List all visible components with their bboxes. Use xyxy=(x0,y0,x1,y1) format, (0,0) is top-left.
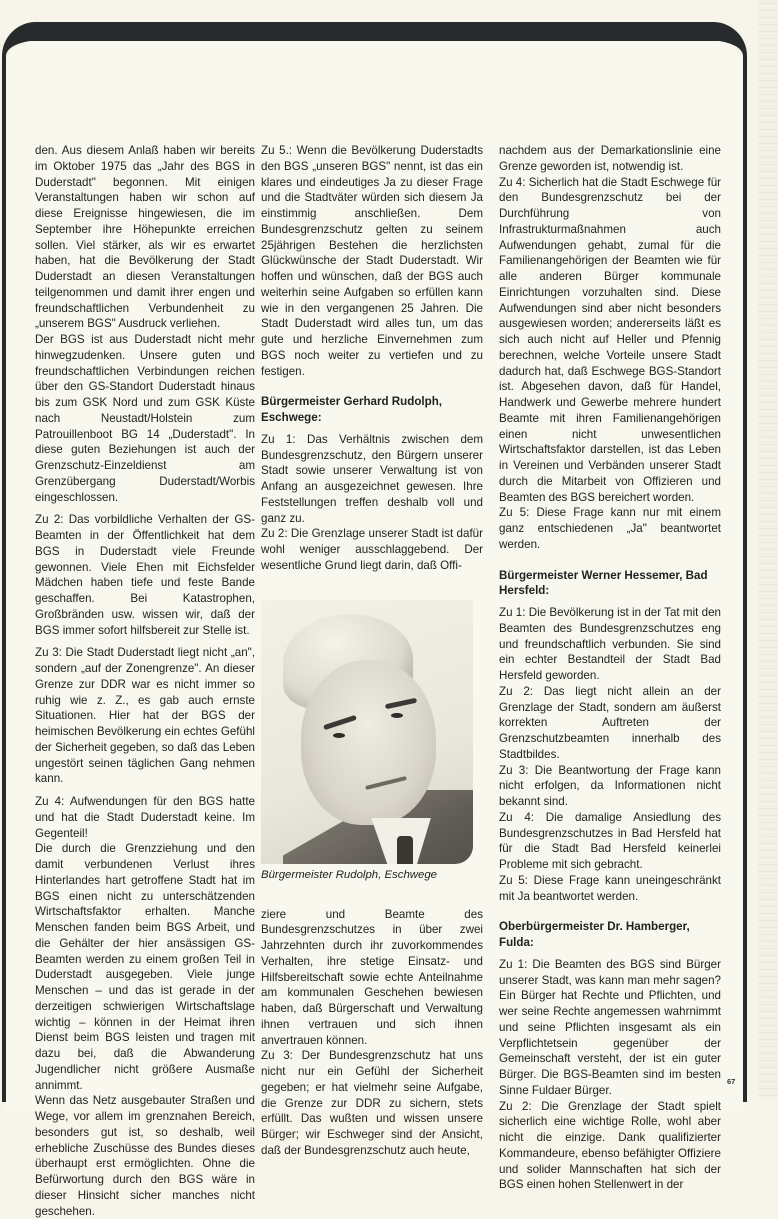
paragraph: Zu 4: Die damalige Ansiedlung des Bundesgrenzschutzes in Bad Hersfeld hat für die Stadt Bad Hersfeld keinerlei Probleme mit sich gebracht. xyxy=(499,810,721,871)
photo-caption: Bürgermeister Rudolph, Eschwege xyxy=(261,868,438,881)
paragraph: Zu 2: Das vorbildliche Verhalten der GS-Beamten in der Öffentlichkeit hat dem BGS in Duderstadt viele Freunde gewonnen. Viele Ehen mit Eichsfelder Mädchen haben tiefe und feste Bande geschaffen. Bei Katastrophen, Großbränden usw. wissen wir, daß der BGS immer sofort hilfsbereit zur Stelle ist. xyxy=(35,513,255,637)
page-number: 67 xyxy=(727,1077,736,1086)
paragraph: Zu 3: Die Beantwortung der Frage kann nicht erfolgen, da Informationen nicht bekannt sind. xyxy=(499,763,721,808)
paragraph: Zu 4: Aufwendungen für den BGS hatte und hat die Stadt Duderstadt keine. Im Gegenteil! xyxy=(35,795,255,840)
paragraph: Zu 2: Die Grenzlage der Stadt spielt sicherlich eine wichtige Rolle, wohl aber nicht die einzige. Dank qualifizierter Kommandeure, ebenso befähigter Offiziere und solider Mannschaften hat sich der BGS einen hohen Stellenwert in der xyxy=(499,1099,721,1192)
section-heading-rudolph: Bürgermeister Gerhard Rudolph, Eschwege: xyxy=(261,395,443,424)
paragraph: Der BGS ist aus Duderstadt nicht mehr hinwegzudenken. Unsere guten und freundschaftlichen Verbindungen reichen über den GS-Standort Duderstadt hinaus bis zum GSK Nord und zum GSK Küste nach Neustadt/Holstein zum Patrouillenboot BG 14 „Duderstadt". In diese guten Beziehungen ist auch der Grenzschutz-Einzeldienst am Grenzübergang Duderstadt/Worbis eingeschlossen. xyxy=(35,333,255,504)
paragraph: Zu 4: Sicherlich hat die Stadt Eschwege für den Bundesgrenzschutz bei der Durchführung von Infrastrukturmaßnahmen auch Aufwendungen gehabt, zumal für die Familienangehörigen der Beamten wie für alle anderen Bürger kommunale Einrichtungen vorzuhalten sind. Diese Aufwendungen sind aber nicht besonders ausgewiesen worden; andererseits läßt es sich auch nicht auf Heller und Pfennig berechnen, welche Vorteile unsere Stadt dadurch hat, daß Eschwege BGS-Standort ist. Abgesehen davon, daß für Handel, Handwerk und Gewerbe mehrere hundert Beamte mit ihren Familienangehörigen einen nicht unwesentlichen Wirtschaftsfaktor darstellen, ist das Leben in Vereinen und Verbänden unserer Stadt durch die Mitarbeit von Offizieren und Beamten des BGS bereichert worden. xyxy=(499,175,721,504)
photo-face xyxy=(301,660,436,825)
paragraph: Zu 1: Die Bevölkerung ist in der Tat mit den Beamten des Bundesgrenzschutzes eng und freundschaftlich verbunden. Sie sind ein echter Bestandteil der Stadt Bad Hersfeld geworden. xyxy=(499,606,721,682)
paragraph: Zu 3: Der Bundesgrenzschutz hat uns nicht nur ein Gefühl der Sicherheit gegeben; er hat vielmehr seine Aufgabe, die Grenze zur DDR zu sichern, stets erfüllt. Das wußten und wissen unsere Bürger; wir Eschweger sind der Ansicht, daß der Bundesgrenzschutz auch heute, xyxy=(261,1049,483,1157)
photo-eye xyxy=(333,733,345,738)
portrait-photo xyxy=(261,600,473,864)
paragraph: Zu 1: Das Verhältnis zwischen dem Bundesgrenzschutz, den Bürgern unserer Stadt sowie unserer Verwaltung ist von Anfang an ausgezeichnet gewesen. Ihre Feststellungen treffen deshalb voll und ganz zu. xyxy=(261,432,483,525)
paragraph: Zu 3: Die Stadt Duderstadt liegt nicht „an", sondern „auf der Zonengrenze". An dieser Grenze zur DDR war es nicht immer so ruhig wie z. Z., es gab auch ernste Situationen. Hier hat der BGS der heimischen Bevölkerung ein echtes Gefühl der Sicherheit gegeben, so daß das Leben ungestört seinen täglichen Gang nehmen kann. xyxy=(35,646,255,786)
photo-tie xyxy=(397,836,413,864)
paragraph: Zu 2: Das liegt nicht allein an der Grenzlage der Stadt, sondern am äußerst korrekten Auftreten der Grenzschutzbeamten innerhalb des Stadtbildes. xyxy=(499,684,721,761)
paragraph: Zu 5.: Wenn die Bevölkerung Duderstadts den BGS „unseren BGS" nennt, ist das ein klares und eindeutiges Ja zu dieser Frage und die Stadtväter würden sich diesem Ja einstimmig anschließen. Dem Bundesgrenzschutz gelten zu seinem 25jährigen Bestehen die herzlichsten Glückwünsche der Stadt Duderstadt. Wir hoffen und wünschen, daß der BGS auch weiterhin seine Aufgaben so erfüllen kann wie in den vergangenen 25 Jahren. Die Stadt Duderstadt wird alles tun, um das gute und herzliche Einvernehmen zum BGS noch weiter zu vertiefen und zu festigen. xyxy=(261,144,483,378)
scan-edge xyxy=(758,0,778,1100)
column-2 xyxy=(261,143,483,1159)
paragraph: ziere und Beamte des Bundesgrenzschutzes in über zwei Jahrzehnten durch ihr zuvorkommendes Verhalten, ihre stetige Einsatz- und Hilfsbereitschaft sowie echte Anteilnahme am kommunalen Geschehen bewiesen haben, daß Bürgerschaft und Verwaltung ihnen vertrauen und sich ihnen anvertrauen können. xyxy=(261,907,483,1047)
section-heading-hamberger: Oberbürgermeister Dr. Hamberger, Fulda: xyxy=(499,920,690,949)
paragraph: Wenn das Netz ausgebauter Straßen und Wege, vor allem im grenznahen Bereich, besonders gut ist, so deshalb, weil erhebliche Zuschüsse des Bundes dieses überhaupt erst ermöglichten. Ohne die Befürwortung durch den BGS wäre in dieser Hinsicht sicher manches nicht geschehen. xyxy=(35,1094,255,1218)
paragraph: Zu 1: Die Beamten des BGS sind Bürger unserer Stadt, was kann man mehr sagen? Ein Bürger hat Rechte und Pflichten, und wer seine Rechte angemessen wahrnimmt und seine Pflichten insgesamt als ein Verpflichtetsein gegenüber der Gemeinschaft versteht, der ist ein guter Bürger. Die BGS-Beamten sind im besten Sinne Fuldaer Bürger. xyxy=(499,957,721,1097)
paragraph: den. Aus diesem Anlaß haben wir bereits im Oktober 1975 das „Jahr des BGS in Duderstadt" begonnen. Mit einigen Veranstaltungen haben wir schon auf diese Ereignisse hingewiesen, die im September ihre Höhepunkte erreichen sollen. Viel stärker, als wir es erwartet haben, hat die Bevölkerung der Stadt Duderstadt an diesen Veranstaltungen teilgenommen und damit ihrer engen und freundschaftlichen Verbundenheit zu „unserem BGS" Ausdruck verliehen. xyxy=(35,144,255,331)
paragraph: Zu 5: Diese Frage kann nur mit einem ganz entschiedenen „Ja" beantwortet werden. xyxy=(499,506,721,551)
column-3 xyxy=(499,143,721,1193)
section-heading-hessemer: Bürgermeister Werner Hessemer, Bad Hersfeld: xyxy=(499,568,708,598)
paragraph: Die durch die Grenzziehung und den damit verbundenen Verlust ihres Hinterlandes hart getroffene Stadt hat im BGS einen nicht zu unterschätzenden Wirtschaftsfaktor erhalten. Manche Menschen fanden beim BGS Arbeit, und die Gehälter der hier ansässigen GS-Beamten werden zu einem großen Teil in Duderstadt ausgegeben. Viele junge Menschen – und das ist gerade in der derzeitigen schwierigen Wirtschaftslage wichtig – können in der Heimat ihren Dienst beim BGS leisten und tragen mit dazu bei, daß die Abwanderung Jugendlicher nicht größere Ausmaße annimmt. xyxy=(35,842,255,1092)
paragraph: Zu 2: Die Grenzlage unserer Stadt ist dafür wohl weniger ausschlaggebend. Der wesentliche Grund liegt darin, daß Offi- xyxy=(261,527,483,572)
paragraph: nachdem aus der Demarkationslinie eine Grenze geworden ist, notwendig ist. xyxy=(499,144,721,173)
paragraph: Zu 5: Diese Frage kann uneingeschränkt mit Ja beantwortet werden. xyxy=(499,873,721,903)
column-1 xyxy=(35,143,255,1219)
photo-eye xyxy=(391,713,403,718)
